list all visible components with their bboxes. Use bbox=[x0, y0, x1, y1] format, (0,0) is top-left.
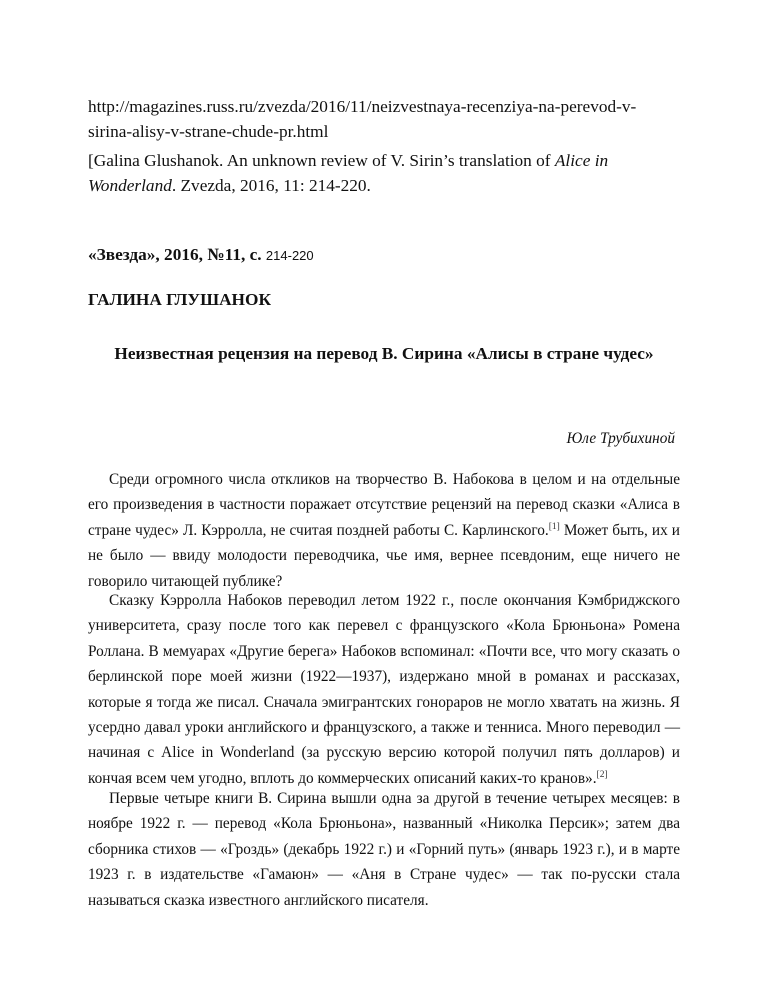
citation-italic-title-2: Wonderland bbox=[88, 176, 172, 195]
citation-suffix: . Zvezda, 2016, 11: 214-220. bbox=[171, 176, 371, 195]
source-url-line-2[interactable]: sirina-alisy-v-strane-chude-pr.html bbox=[88, 122, 329, 141]
paragraph-2-text: Сказку Кэрролла Набоков переводил летом 1922 г., после окончания Кэмбриджского университета, сразу после того как перевел с французского «Кола Брюньона» Ромена Роллана. В мемуарах «Другие берега» Набоков вспоминал: «Почти все, что могу сказать о берлинской поре моей жизни (1922—1937), издержано мной в романах и рассказах, которые я тогда же писал. Сначала эмигрантских гонораров не могло хватать на жизнь. Я усердно давал уроки английского и французского, а также и тенниса. Много переводил — начиная с Alice in Wonderland (за русскую версию которой получил пять долларов) и кончая всем чем угодно, вплоть до коммерческих описаний каких-то кранов». bbox=[88, 592, 680, 787]
english-citation bbox=[88, 148, 680, 198]
footnote-ref-1[interactable]: [1] bbox=[548, 521, 560, 532]
journal-source bbox=[88, 243, 680, 268]
paragraph-1 bbox=[88, 467, 680, 594]
paragraph-1-text-b: Может быть, их и не было — ввиду молодости переводчика, чье имя, вернее псевдоним, еще ничего не говорило читающей публике? bbox=[88, 521, 680, 590]
dedication: Юле Трубихиной bbox=[566, 430, 675, 447]
citation-prefix: [Galina Glushanok. An unknown review of V. Sirin’s translation of bbox=[88, 151, 555, 170]
journal-source-pages: 214-220 bbox=[265, 248, 314, 263]
footnote-ref-2[interactable]: [2] bbox=[596, 769, 608, 780]
journal-source-label: «Звезда», 2016, №11, с. bbox=[88, 245, 262, 264]
source-url-link[interactable] bbox=[88, 97, 636, 141]
citation-italic-title-1: Alice in bbox=[554, 151, 609, 170]
source-url[interactable] bbox=[88, 94, 680, 144]
paragraph-2 bbox=[88, 588, 680, 791]
author-name: ГАЛИНА ГЛУШАНОК bbox=[88, 290, 271, 309]
paragraph-1-text-a: Среди огромного числа откликов на творчество В. Набокова в целом и на отдельные его произведения в частности поражает отсутствие рецензий на перевод сказки «Алиса в стране чудес» Л. Кэрролла, не считая поздней работы С. Карлинского. bbox=[88, 471, 680, 539]
source-url-line-1[interactable]: http://magazines.russ.ru/zvezda/2016/11/neizvestnaya-recenziya-na-perevod-v- bbox=[88, 97, 637, 116]
paragraph-3: Первые четыре книги В. Сирина вышли одна за другой в течение четырех месяцев: в ноябре 1922 г. — перевод «Кола Брюньона», названный «Николка Персик»; затем два сборника стихов — «Гроздь» (декабрь 1922 г.) и «Горний путь» (январь 1923 г.), и в марте 1923 г. в издательстве «Гамаюн» — «Аня в Стране чудес» — так по-русски стала называться сказка известного английского писателя. bbox=[88, 790, 680, 909]
article-title: Неизвестная рецензия на перевод В. Сирина «Алисы в стране чудес» bbox=[114, 344, 654, 363]
